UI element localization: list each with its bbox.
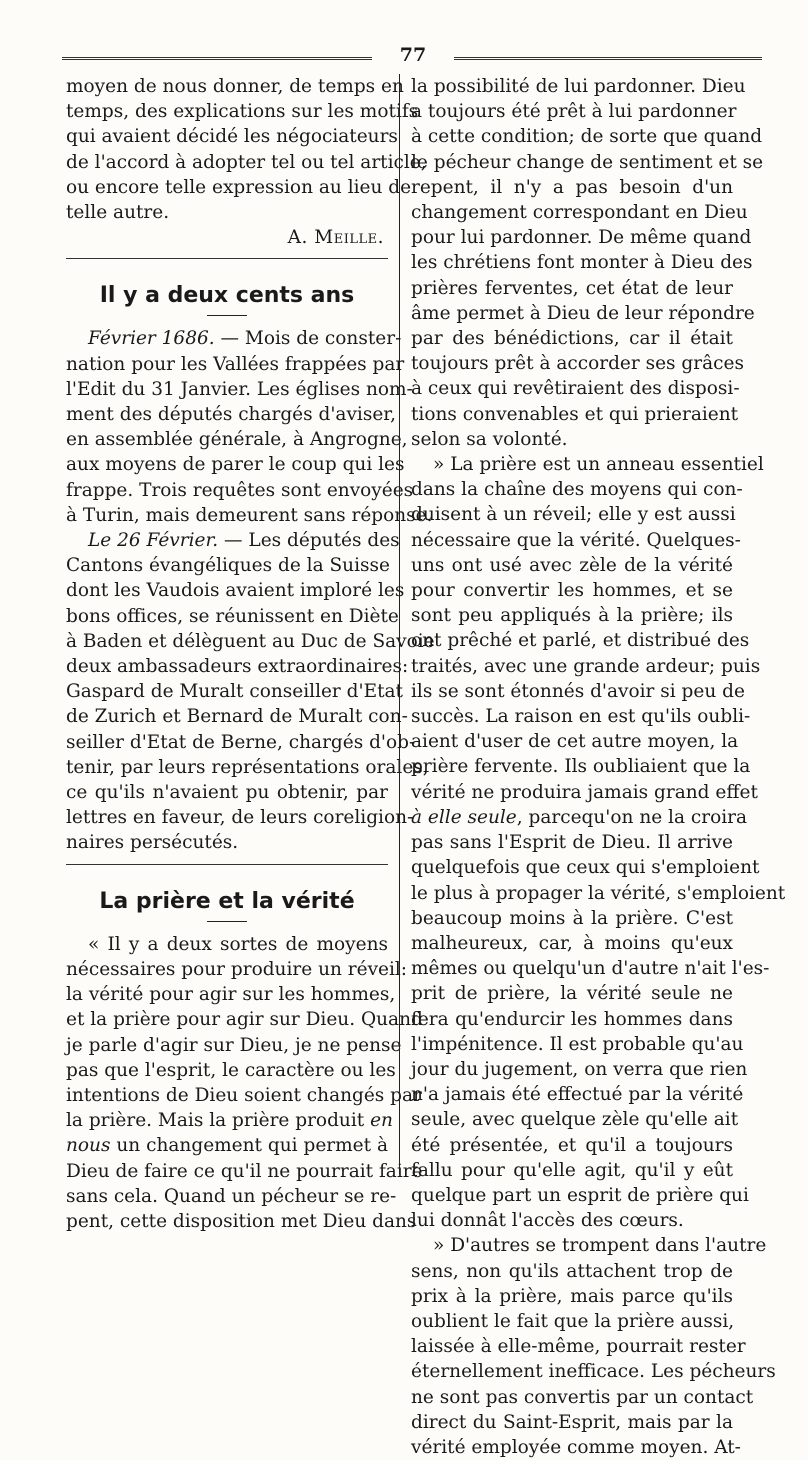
text-line: naires persécutés. (66, 832, 239, 854)
text-line: traités, avec une grande ardeur; puis (411, 655, 761, 677)
article-body (66, 326, 435, 855)
text-line: duisent à un réveil; elle y est aussi (411, 504, 736, 526)
text-line: lettres en faveur, de leurs coreligion- (66, 807, 414, 829)
left-column (66, 74, 435, 1234)
separator-rule (66, 864, 388, 865)
text-line: mêmes ou quelqu'un d'autre n'ait l'es- (411, 958, 770, 980)
text-line: temps, des explications sur les motifs (66, 101, 419, 123)
article-body-continued (411, 74, 786, 1460)
text-line: Le 26 Février. — Les députés des (88, 530, 400, 552)
text-line: frappe. Trois requêtes sont envoyées (66, 479, 414, 501)
text-line: vérité employée comme moyen. At- (411, 1436, 741, 1458)
column-divider (399, 74, 400, 1174)
text-line: de Zurich et Bernard de Muralt con- (66, 706, 408, 728)
text-line: je parle d'agir sur Dieu, je ne pense (66, 1034, 402, 1056)
text-line: n'a jamais été effectué par la vérité (411, 1084, 744, 1106)
text-line: » La prière est un anneau essentiel (433, 454, 764, 476)
text-line: fera qu'endurcir les hommes dans (411, 1008, 733, 1030)
text-line: « Il y a deux sortes de moyens (88, 933, 388, 955)
text-line: pent, cette disposition met Dieu dans (66, 1210, 417, 1232)
text-line: beaucoup moins à la prière. C'est (411, 907, 733, 929)
text-line: éternellement inefficace. Les pécheurs (411, 1361, 776, 1383)
text-line: ment des députés chargés d'aviser, (66, 404, 396, 426)
text-line: prix à la prière, mais parce qu'ils (411, 1285, 733, 1307)
text-line: jour du jugement, on verra que rien (411, 1058, 748, 1080)
text-line: direct du Saint-Esprit, mais par la (411, 1411, 733, 1433)
text-line: les chrétiens font monter à Dieu des (411, 252, 753, 274)
text-line: selon sa volonté. (411, 428, 568, 450)
signature: A. Meille. (287, 227, 384, 249)
text-line: ne sont pas convertis par un contact (411, 1386, 754, 1408)
text-line: Cantons évangéliques de la Suisse (66, 555, 390, 577)
text-line: nation pour les Vallées frappées par (66, 353, 405, 375)
text-line: pour lui pardonner. De même quand (411, 227, 752, 249)
text-line: lui donnât l'accès des cœurs. (411, 1210, 684, 1232)
text-line: dans la chaîne des moyens qui con- (411, 479, 743, 501)
text-line: vérité ne produira jamais grand effet (411, 781, 758, 803)
text-line: nécessaire que la vérité. Quelques- (411, 529, 741, 551)
text-line: moyen de nous donner, de temps en (66, 76, 404, 97)
text-line: Février 1686. — Mois de conster- (88, 328, 402, 350)
text-line: dont les Vaudois avaient imploré les (66, 580, 405, 602)
text-line: tenir, par leurs représentations orales, (66, 756, 429, 778)
text-line: et la prière pour agir sur Dieu. Quand (66, 1009, 423, 1031)
article-body (66, 932, 423, 1234)
header-rule-right (454, 57, 762, 60)
text-line: telle autre. (66, 202, 170, 224)
text-line: deux ambassadeurs extraordinaires: (66, 656, 409, 678)
text-line: aient d'user de cet autre moyen, la (411, 731, 739, 753)
text-line: aux moyens de parer le coup qui les (66, 454, 405, 476)
text-line: oublient le fait que la prière aussi, (411, 1310, 735, 1332)
text-line: pas sans l'Esprit de Dieu. Il arrive (411, 832, 733, 854)
text-line: quelque part un esprit de prière qui (411, 1184, 749, 1206)
text-line: l'Edit du 31 Janvier. Les églises nom- (66, 378, 413, 400)
text-line: à cette condition; de sorte que quand (411, 126, 763, 148)
text-line: la possibilité de lui pardonner. Dieu (411, 76, 746, 97)
article-title: Il y a deux cents ans (99, 283, 355, 309)
right-column (411, 74, 786, 1460)
text-line: prit de prière, la vérité seule ne (411, 983, 733, 1005)
text-line: sens, non qu'ils attachent trop de (411, 1260, 733, 1282)
text-line: repent, il n'y a pas besoin d'un (411, 176, 733, 198)
text-line: pour convertir les hommes, et se (411, 580, 733, 602)
intro-paragraph (66, 74, 427, 225)
header-rule-left (62, 57, 372, 60)
text-line: tions convenables et qui prieraient (411, 403, 739, 425)
text-line: ils se sont étonnés d'avoir si peu de (411, 680, 745, 702)
text-line: ou encore telle expression au lieu de (66, 176, 412, 198)
text-line: seiller d'Etat de Berne, chargés d'ob- (66, 731, 416, 753)
text-line: Gaspard de Muralt conseiller d'Etat (66, 681, 403, 703)
text-line: a toujours été prêt à lui pardonner (411, 101, 737, 123)
text-line: l'impénitence. Il est probable qu'au (411, 1033, 744, 1055)
text-line: de l'accord à adopter tel ou tel article, (66, 151, 427, 173)
text-line: prière fervente. Ils oubliaient que la (411, 756, 751, 778)
text-line: à elle seule, parcequ'on ne la croira (411, 806, 748, 828)
text-line: sont peu appliqués à la prière; ils (411, 605, 733, 627)
text-line: seule, avec quelque zèle qu'elle ait (411, 1109, 739, 1131)
text-line: bons offices, se réunissent en Diète (66, 605, 399, 627)
text-line: nous un changement qui permet à (66, 1135, 388, 1157)
text-line: succès. La raison en est qu'ils oubli- (411, 706, 751, 728)
text-line: à Turin, mais demeurent sans réponse. (66, 504, 433, 526)
text-line: en assemblée générale, à Angrogne, (66, 429, 408, 451)
text-line: changement correspondant en Dieu (411, 202, 748, 224)
text-line: la vérité pour agir sur les hommes, (66, 984, 396, 1006)
text-line: ont prêché et parlé, et distribué des (411, 630, 750, 652)
text-line: la prière. Mais la prière produit en (66, 1110, 393, 1132)
text-line: quelquefois que ceux qui s'emploient (411, 857, 760, 879)
text-line: intentions de Dieu soient changés par (66, 1084, 422, 1106)
title-rule (207, 921, 247, 922)
text-line: laissée à elle-même, pourrait rester (411, 1336, 746, 1358)
text-line: prières ferventes, cet état de leur (411, 277, 733, 299)
text-line: par des bénédictions, car il était (411, 328, 733, 350)
page-header (62, 44, 762, 70)
text-line: pas que l'esprit, le caractère ou les (66, 1059, 396, 1081)
title-rule (207, 315, 247, 316)
text-line: » D'autres se trompent dans l'autre (433, 1235, 767, 1257)
text-line: malheureux, car, à moins qu'eux (411, 932, 733, 954)
text-line: sans cela. Quand un pécheur se re- (66, 1185, 397, 1207)
text-line: qui avaient décidé les négociateurs (66, 126, 398, 148)
text-line: uns ont usé avec zèle de la vérité (411, 554, 733, 576)
separator-rule (66, 258, 388, 259)
text-line: fallu pour qu'elle agit, qu'il y eût (411, 1159, 733, 1181)
text-line: le plus à propager la vérité, s'emploient (411, 882, 786, 904)
text-line: à ceux qui revêtiraient des disposi- (411, 378, 740, 400)
text-line: toujours prêt à accorder ses grâces (411, 353, 744, 375)
article-title: La prière et la vérité (99, 888, 355, 914)
text-line: ce qu'ils n'avaient pu obtenir, par (66, 782, 388, 804)
text-line: nécessaires pour produire un réveil: (66, 958, 408, 980)
text-line: à Baden et délèguent au Duc de Savoie (66, 630, 435, 652)
text-line: Dieu de faire ce qu'il ne pourrait faire (66, 1160, 423, 1182)
text-line: âme permet à Dieu de leur répondre (411, 302, 755, 324)
page-number: 77 (399, 44, 427, 66)
text-line: été présentée, et qu'il a toujours (411, 1134, 733, 1156)
text-line: le pécheur change de sentiment et se (411, 151, 764, 173)
